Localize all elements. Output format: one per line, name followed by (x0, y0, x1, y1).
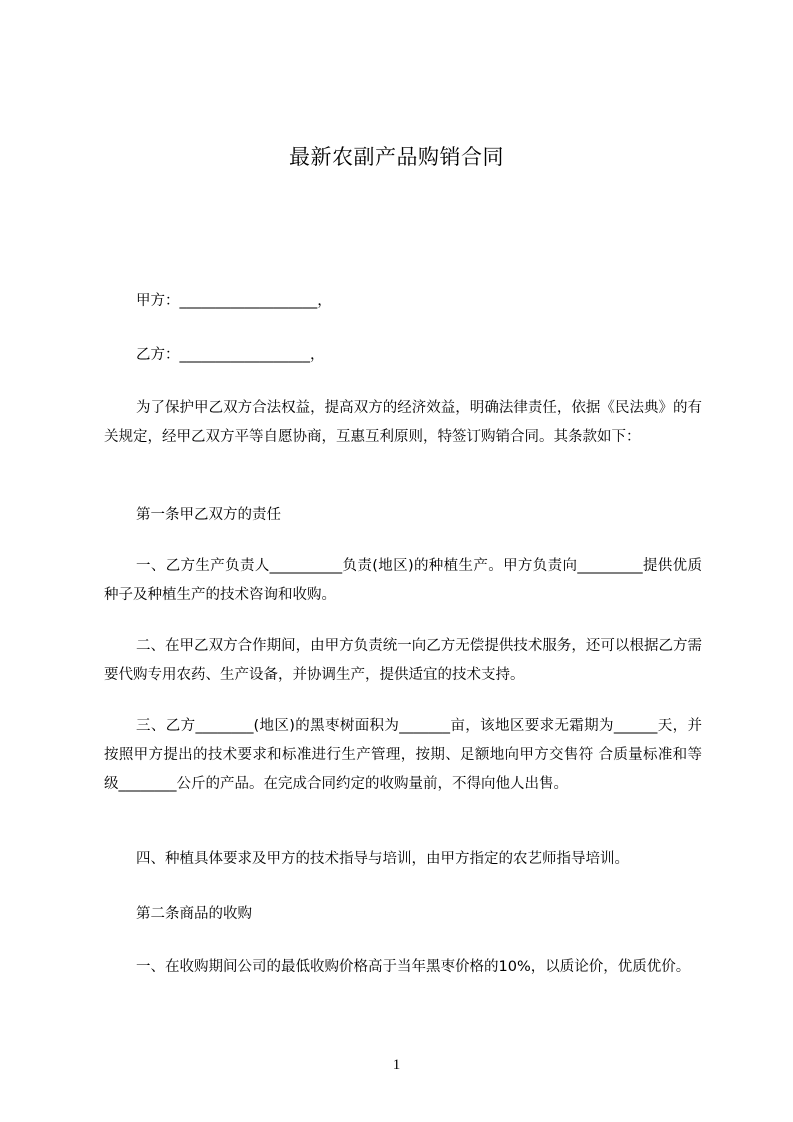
party-a-line: 甲方：___________________， (136, 293, 332, 309)
page-number: 1 (392, 1057, 401, 1073)
document-title: 最新农副产品购销合同 (289, 145, 504, 169)
article-1-item-4: 四、种植具体要求及甲方的技术指导与培训，由甲方指定的农艺师指导培训。 (136, 851, 629, 867)
article-1-item-1: 一、乙方生产负责人__________负责(地区)的种植生产。甲方负责向_________提供优质种子及种植生产的技术咨询和收购。 (104, 558, 702, 603)
article-1-item-3: 三、乙方________(地区)的黑枣树面积为_______亩，该地区要求无霜期为______天，并按照甲方提出的技术要求和标准进行生产管理，按期、足额地向甲方交售符 合质量标准和等级________公斤的产品。在完成合同约定的收购量前，不得向他人出售。 (104, 718, 702, 792)
article-2-heading: 第二条商品的收购 (136, 906, 252, 922)
article-1-item-2: 二、在甲乙双方合作期间，由甲方负责统一向乙方无偿提供技术服务，还可以根据乙方需要代购专用农药、生产设备，并协调生产，提供适宜的技术支持。 (104, 638, 702, 683)
article-1-heading: 第一条甲乙双方的责任 (136, 507, 281, 523)
intro-paragraph: 为了保护甲乙双方合法权益，提高双方的经济效益，明确法律责任，依据《民法典》的有关规定，经甲乙双方平等自愿协商，互惠互利原则，特签订购销合同。其条款如下： (104, 400, 702, 445)
party-b-line: 乙方：__________________， (136, 347, 325, 363)
article-2-item-1: 一、在收购期间公司的最低收购价格高于当年黑枣价格的10%，以质论价，优质优价。 (136, 959, 691, 975)
